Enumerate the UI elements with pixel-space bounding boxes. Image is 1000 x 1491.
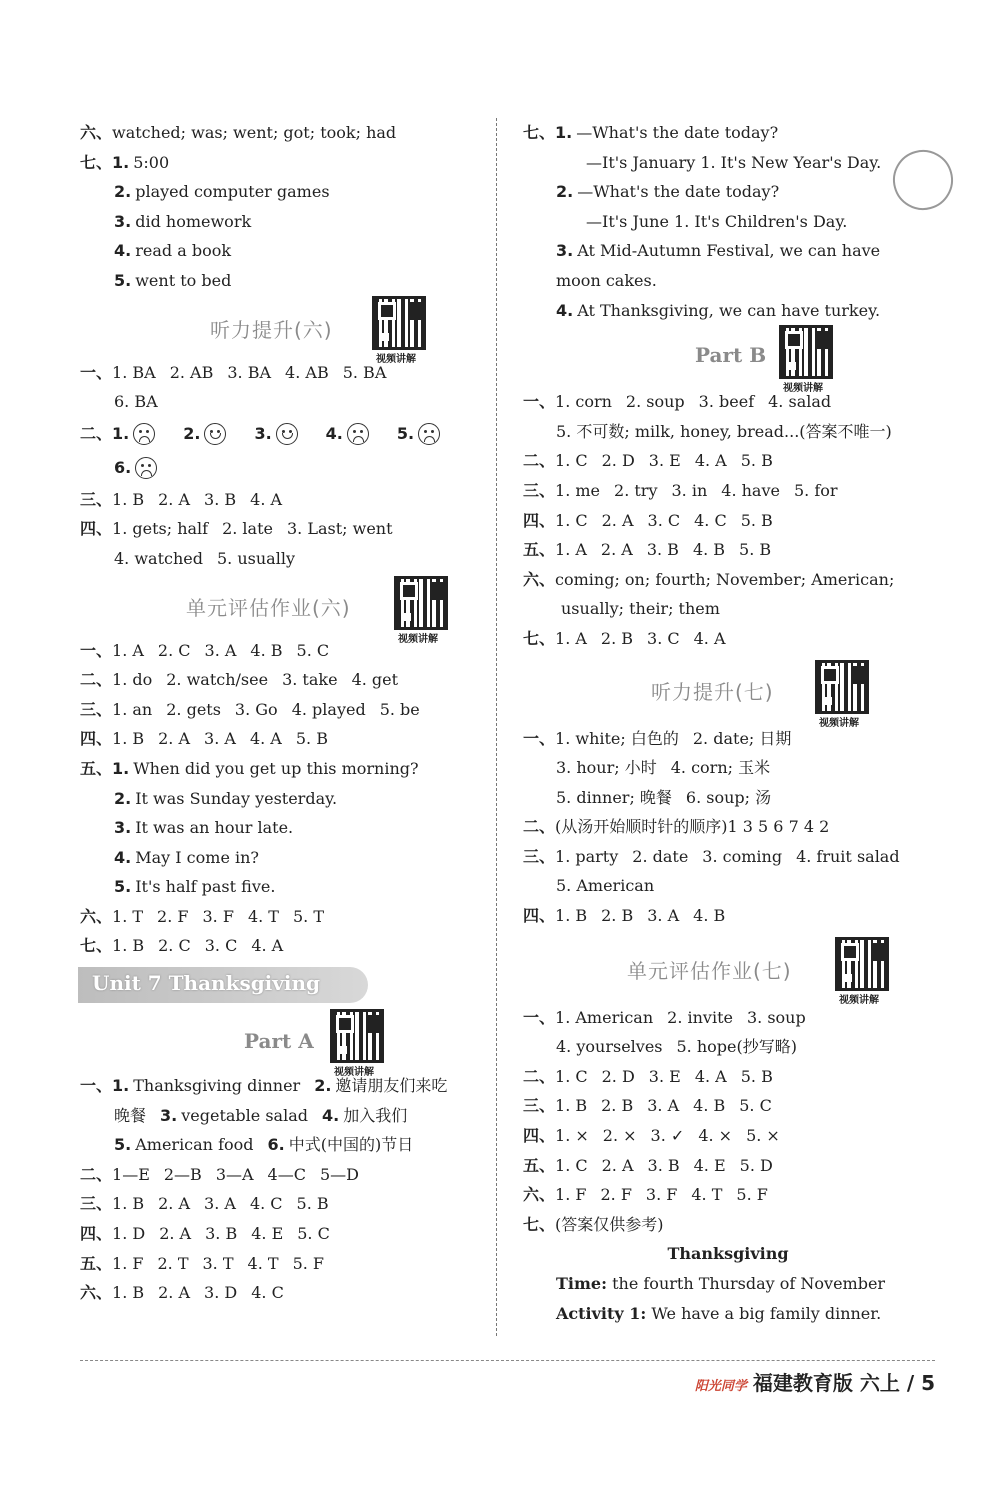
answer-line: —It's June 1. It's Children's Day. — [586, 211, 848, 231]
qr-code-icon — [815, 660, 869, 714]
unit-banner — [78, 967, 480, 1007]
unit-title: Unit 7 Thanksgiving — [92, 971, 321, 996]
answer-line: 三、1. an 2. gets 3. Go 4. played 5. be — [80, 699, 420, 719]
essay-title: Thanksgiving — [667, 1244, 789, 1264]
qr-caption: 视频讲解 — [783, 383, 823, 395]
sad-face-icon — [133, 423, 155, 445]
answer-line: 六、coming; on; fourth; November; American; — [523, 569, 895, 589]
qr-code-icon — [835, 937, 889, 991]
answer-line: 二、1. C 2. D 3. E 4. A 5. B — [523, 451, 773, 471]
answer-line: 四、1. B 2. B 3. A 4. B — [523, 906, 726, 926]
answer-line: 二、1. C 2. D 3. E 4. A 5. B — [523, 1066, 773, 1086]
answer-line: 5. American — [556, 876, 655, 896]
section-header-unit-eval-6 — [80, 574, 480, 645]
page-footer — [80, 1360, 935, 1395]
section-title: Part A — [244, 1029, 314, 1054]
answer-line: 四、1. × 2. × 3. ✓ 4. × 5. × — [523, 1126, 780, 1146]
answer-line: 三、1. B 2. B 3. A 4. B 5. C — [523, 1096, 772, 1116]
answer-line: 4. May I come in? — [114, 847, 259, 867]
essay-time: Time: the fourth Thursday of November — [556, 1274, 886, 1293]
answer-line: 5. It's half past five. — [114, 877, 276, 897]
answer-line: 七、(答案仅供参考) — [523, 1214, 664, 1234]
answer-line: 晚餐 3. vegetable salad 4. 加入我们 — [114, 1105, 408, 1125]
answer-line: 二、(从汤开始顺时针的顺序)1 3 5 6 7 4 2 — [523, 817, 830, 837]
answer-line: 5. dinner; 晚餐 6. soup; 汤 — [556, 787, 772, 807]
answer-line: 三、1. party 2. date 3. coming 4. fruit salad — [523, 846, 900, 866]
qr-code-icon — [779, 325, 833, 379]
answer-line: 五、1. C 2. A 3. B 4. E 5. D — [523, 1155, 773, 1175]
happy-face-icon — [204, 423, 226, 445]
section-header-unit-eval-7 — [523, 931, 933, 1006]
answer-line: 四、1. B 2. A 3. A 4. A 5. B — [80, 729, 328, 749]
section-header-part-b — [523, 325, 933, 395]
answer-line: 一、1. BA 2. AB 3. BA 4. AB 5. BA — [80, 362, 387, 382]
answer-line: 3. At Mid-Autumn Festival, we can have — [556, 241, 881, 261]
answer-line: 五、1. When did you get up this morning? — [80, 758, 419, 778]
edition-page: 福建教育版 六上 / 5 — [752, 1371, 935, 1395]
answer-line: 六、1. T 2. F 3. F 4. T 5. T — [80, 906, 325, 926]
answer-line: 4. yourselves 5. hope(抄写略) — [556, 1037, 797, 1057]
publisher-logo: 阳光同学 — [694, 1379, 747, 1394]
sad-face-icon — [418, 423, 440, 445]
qr-caption: 视频讲解 — [839, 994, 879, 1006]
answer-line: 一、1. corn 2. soup 3. beef 4. salad — [523, 392, 832, 412]
answer-line: 三、1. me 2. try 3. in 4. have 5. for — [523, 480, 838, 500]
answer-line: 四、1. D 2. A 3. B 4. E 5. C — [80, 1224, 330, 1244]
answer-line: 三、1. B 2. A 3. A 4. C 5. B — [80, 1194, 329, 1214]
sad-face-icon — [135, 457, 157, 479]
essay-activity: Activity 1: We have a big family dinner. — [556, 1303, 882, 1323]
footer-brand — [695, 1367, 935, 1396]
qr-code-icon — [394, 576, 448, 630]
answer-line: 一、1. white; 白色的 2. date; 日期 — [523, 728, 792, 748]
answer-line: 七、1. A 2. B 3. C 4. A — [523, 628, 726, 648]
answer-line: 三、1. B 2. A 3. B 4. A — [80, 489, 283, 509]
qr-code-icon — [372, 296, 426, 350]
section-title: 单元评估作业(七) — [627, 958, 792, 983]
answer-line: 四、1. gets; half 2. late 3. Last; went — [80, 519, 393, 539]
answer-line: —It's January 1. It's New Year's Day. — [586, 152, 882, 172]
answer-line: 六、1. F 2. F 3. F 4. T 5. F — [523, 1185, 768, 1205]
answer-line: 二、1. 2. 3. 4. 5. — [80, 417, 480, 451]
answer-line: 六、1. B 2. A 3. D 4. C — [80, 1283, 284, 1303]
happy-face-icon — [276, 423, 298, 445]
answer-line: usually; their; them — [561, 599, 720, 619]
sad-face-icon — [347, 423, 369, 445]
answer-line: 5. went to bed — [114, 270, 232, 290]
section-title: 单元评估作业(六) — [186, 595, 351, 620]
answer-line: 3. did homework — [114, 211, 252, 231]
section-header-listening-7 — [523, 654, 933, 729]
answer-line: 二、1—E 2—B 3—A 4—C 5—D — [80, 1164, 359, 1184]
section-title: Part B — [695, 343, 767, 368]
answer-line: 2. It was Sunday yesterday. — [114, 788, 338, 808]
answer-line: 五、1. F 2. T 3. T 4. T 5. F — [80, 1253, 325, 1273]
left-column — [80, 118, 480, 1308]
section-header-listening-6 — [80, 296, 480, 365]
qr-code-icon — [330, 1009, 384, 1063]
answer-line: 2. —What's the date today? — [556, 182, 780, 202]
answer-line: 2. played computer games — [114, 182, 330, 202]
answer-line: 一、1. American 2. invite 3. soup — [523, 1007, 806, 1027]
answer-line: 4. read a book — [114, 241, 232, 261]
answer-line: 一、1. A 2. C 3. A 4. B 5. C — [80, 640, 330, 660]
column-divider — [496, 118, 497, 1336]
answer-line: moon cakes. — [556, 270, 657, 290]
answer-line: 6. BA — [114, 392, 158, 412]
section-title: 听力提升(六) — [210, 317, 333, 342]
answer-line: 4. At Thanksgiving, we can have turkey. — [556, 300, 881, 320]
answer-line: 一、1. Thanksgiving dinner 2. 邀请朋友们来吃 — [80, 1076, 448, 1096]
answer-line: 3. It was an hour late. — [114, 818, 294, 838]
qr-caption: 视频讲解 — [376, 353, 416, 365]
answer-line: 六、watched; was; went; got; took; had — [80, 123, 397, 142]
section-title: 听力提升(七) — [651, 679, 774, 704]
qr-caption: 视频讲解 — [398, 633, 438, 645]
answer-line: 七、1. B 2. C 3. C 4. A — [80, 936, 284, 956]
qr-caption: 视频讲解 — [819, 717, 859, 729]
answer-line: 七、1. —What's the date today? — [523, 123, 779, 142]
answer-line: 6. — [80, 451, 480, 485]
right-column — [523, 118, 933, 1328]
answer-line: 七、1. 5:00 — [80, 152, 170, 172]
answer-line: 四、1. C 2. A 3. C 4. C 5. B — [523, 510, 773, 530]
section-header-part-a — [80, 1011, 480, 1079]
answer-line: 4. watched 5. usually — [114, 548, 295, 568]
answer-line: 3. hour; 小时 4. corn; 玉米 — [556, 758, 771, 778]
answer-line: 5. American food 6. 中式(中国的)节日 — [114, 1135, 414, 1155]
answer-line: 五、1. A 2. A 3. B 4. B 5. B — [523, 540, 772, 560]
answer-line: 二、1. do 2. watch/see 3. take 4. get — [80, 670, 399, 690]
answer-line: 5. 不可数; milk, honey, bread...(答案不唯一) — [556, 421, 892, 441]
qr-caption: 视频讲解 — [334, 1067, 374, 1079]
